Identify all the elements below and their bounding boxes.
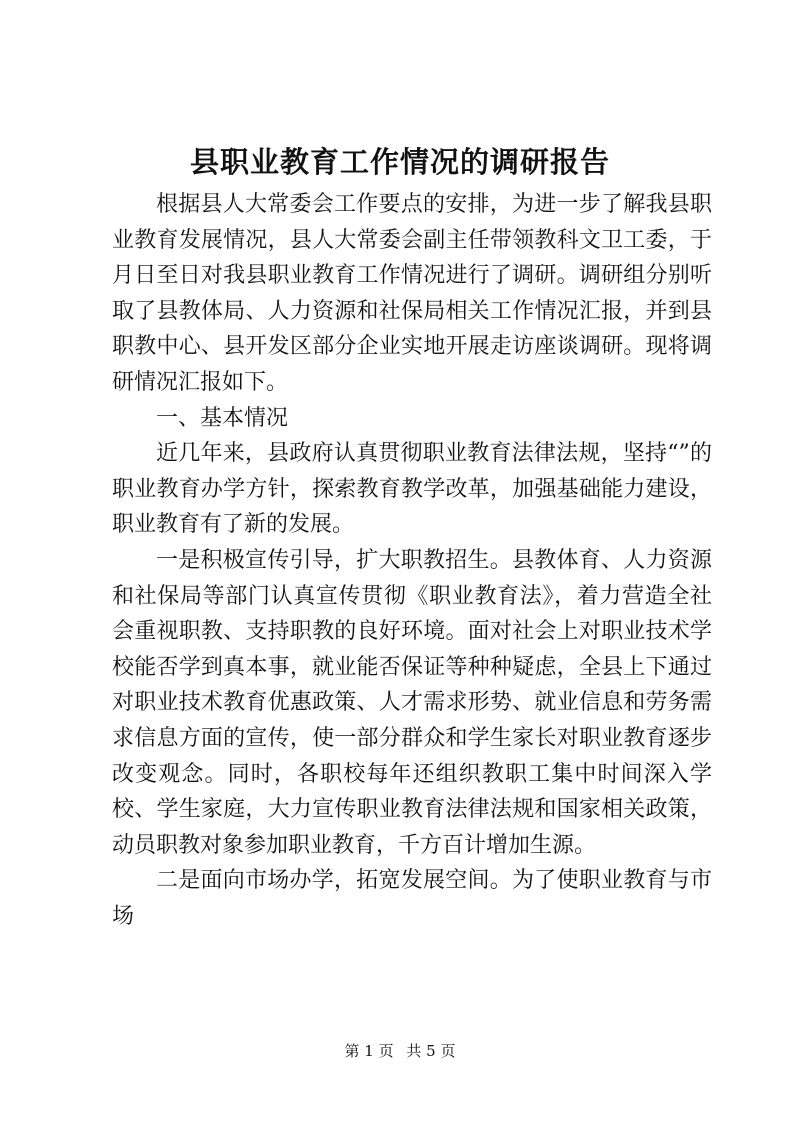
document-title: 县职业教育工作情况的调研报告	[189, 145, 610, 179]
paragraph-point-one: 一是积极宣传引导，扩大职教招生。县教体育、人力资源和社保局等部门认真宣传贯彻《职业教育法》，着力营造全社会重视职教、支持职教的良好环境。面对社会上对职业技术学校能否学到真本事，就业能否保证等种种疑虑，全县上下通过对职业技术教育优惠政策、人才需求形势、就业信息和劳务需求信息方面的宣传，使一部分群众和学生家长对职业教育逐步改变观念。同时，各职校每年还组织教职工集中时间深入学校、学生家庭，大力宣传职业教育法律法规和国家相关政策，动员职教对象参加职业教育，千方百计增加生源。	[112, 547, 712, 858]
paragraph-intro: 根据县人大常委会工作要点的安排，为进一步了解我县职业教育发展情况，县人大常委会副主任带领教科文卫工委，于月日至日对我县职业教育工作情况进行了调研。调研组分别听取了县教体局、人力资源和社保局相关工作情况汇报，并到县职教中心、县开发区部分企业实地开展走访座谈调研。现将调研情况汇报如下。	[112, 192, 712, 395]
paragraph-overview: 近几年来，县政府认真贯彻职业教育法律法规，坚持“”的职业教育办学方针，探索教育教学改革，加强基础能力建设，职业教育有了新的发展。	[112, 441, 712, 538]
page-footer	[0, 1041, 800, 1061]
page-number: 第 1 页	[344, 1042, 394, 1060]
document-body	[112, 187, 712, 934]
total-pages: 共 5 页	[406, 1042, 456, 1060]
paragraph-point-two: 二是面向市场办学，拓宽发展空间。为了使职业教育与市场	[112, 868, 712, 929]
section-heading-basic-situation: 一、基本情况	[156, 405, 289, 431]
